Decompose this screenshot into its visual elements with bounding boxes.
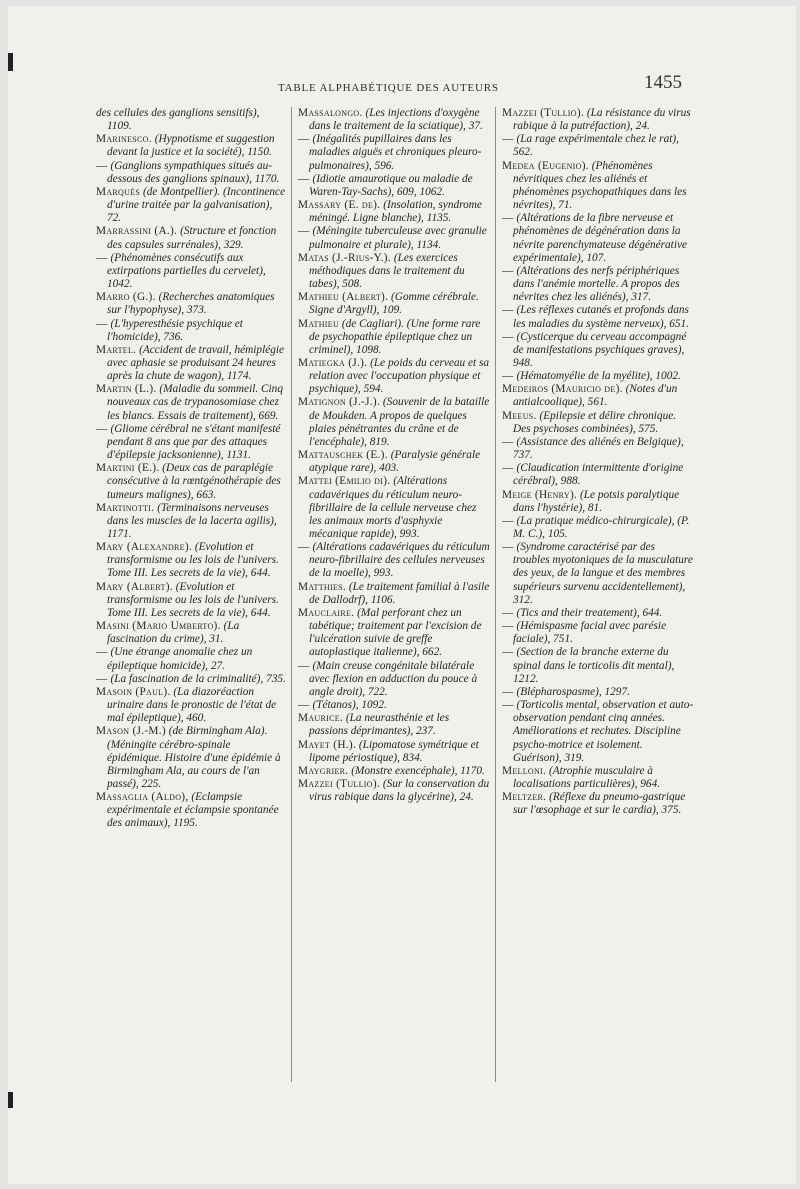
index-entry (96, 462, 286, 501)
entry-text: (La rage expérimentale chez le rat), 562. (513, 133, 679, 159)
entry-text: (Ganglions sympathiques situés au-dessous des ganglions spinaux), 1170. (107, 159, 280, 185)
entry-author: — (502, 620, 514, 633)
entry-author: — (502, 435, 514, 448)
entry-author: Martel. (96, 343, 137, 356)
entry-text: (Blépharospasme), 1297. (516, 685, 630, 698)
index-entry (96, 160, 286, 186)
margin-mark (8, 53, 13, 71)
entry-author: Mazzei (Tullio). (502, 107, 585, 119)
index-entry (502, 489, 694, 515)
index-entry (502, 515, 694, 541)
entry-text: (La pratique médico-chirurgicale), (P. M. C.), 105. (513, 514, 690, 540)
index-entry (298, 699, 490, 712)
index-entry (96, 225, 286, 251)
index-entry (298, 581, 490, 607)
index-entry (298, 765, 490, 778)
entry-author: Mattauschek (E.). (298, 449, 388, 462)
entry-author: Masoin (Paul). (96, 685, 171, 698)
index-entry (502, 765, 694, 791)
entry-text: (de Montpellier). (Incontinence d'urine traitée par la galvanisation), 72. (107, 185, 286, 225)
entry-text: (Altérations des nerfs périphériques dans l'anémie mortelle. A propos des névrites chez les aliénés), 317. (513, 264, 680, 304)
entry-author: — (502, 133, 514, 146)
index-entry (502, 699, 694, 765)
entry-text: (Deux cas de paraplégie consécutive à la rœntgénothérapie des tumeurs malignes), 663. (107, 462, 281, 501)
entry-author: — (298, 659, 310, 672)
entry-text: (La fascination du crime), 31. (107, 620, 240, 646)
index-entry (298, 396, 490, 449)
index-entry (96, 186, 286, 225)
entry-text: (Inégalités pupillaires dans les maladies aiguës et chroniques pleuro-pulmonaires), 596. (309, 133, 482, 172)
entry-author: — (502, 212, 514, 225)
entry-author: — (502, 330, 514, 343)
entry-author: — (96, 646, 108, 659)
entry-author: Matiegka (J.). (298, 356, 368, 369)
entry-author: — (96, 422, 108, 435)
entry-author: Massalongo. (298, 107, 363, 119)
index-entry (502, 133, 694, 159)
index-entry (298, 475, 490, 541)
entry-author: Massaglia (Aldo), (96, 791, 189, 804)
index-entry (96, 541, 286, 580)
entry-text: (Une étrange anomalie chez un épileptique homicide), 27. (107, 646, 253, 672)
margin-mark (8, 1092, 13, 1108)
entry-text: (Le potsis paralytique dans l'hystérie), 81. (513, 488, 680, 514)
index-entry (502, 107, 694, 133)
entry-author: — (502, 514, 514, 527)
index-entry (502, 383, 694, 409)
index-entry (96, 107, 286, 133)
entry-text: (La diazoréaction urinaire dans le pronostic de l'état de mal épileptique), 460. (107, 685, 277, 725)
entry-author: — (502, 264, 514, 277)
index-entry (502, 620, 694, 646)
entry-author: — (298, 172, 310, 185)
index-entry (502, 686, 694, 699)
entry-author: Mazzei (Tullio). (298, 777, 381, 790)
entry-text: (Le traitement familial à l'asile de Dallodrf), 1106. (309, 580, 490, 606)
entry-author: — (298, 541, 310, 554)
entry-text: (La résistance du virus rabique à la putréfaction), 24. (513, 107, 691, 133)
index-entry (96, 133, 286, 159)
entry-author: Marrassini (A.). (96, 225, 178, 238)
index-entry (298, 291, 490, 317)
index-entry (298, 449, 490, 475)
entry-author: Matthies. (298, 580, 347, 593)
entry-author: Masini (Mario Umberto). (96, 620, 221, 633)
entry-author: Matignon (J.-J.). (298, 396, 381, 409)
index-entry (96, 646, 286, 672)
entry-author: Maygrier. (298, 764, 349, 777)
index-entry (96, 291, 286, 317)
entry-text: (Tics and their treatement), 644. (516, 606, 663, 619)
entry-author: Medeiros (Mauricio de). (502, 383, 623, 396)
entry-text: (Notes d'un antialcoolique), 561. (513, 383, 678, 409)
entry-text: (Tétanos), 1092. (312, 699, 387, 712)
entry-text: (Hypnotisme et suggestion devant la justice et la société), 1150. (107, 133, 275, 159)
entry-author: Mauclaire. (298, 606, 355, 619)
entry-text: (Recherches anatomiques sur l'hypophyse), 373. (107, 291, 275, 317)
entry-text: (La neurasthénie et les passions déprimantes), 237. (309, 712, 450, 738)
index-entry (502, 304, 694, 330)
entry-author: Martinotti. (96, 501, 155, 514)
entry-author: — (298, 133, 310, 146)
index-entry (502, 791, 694, 817)
entry-author: — (502, 606, 514, 619)
index-entry (298, 541, 490, 580)
index-entry (502, 410, 694, 436)
entry-author: Mayet (H.). (298, 738, 357, 751)
index-entry (502, 462, 694, 488)
page (8, 6, 796, 1184)
entry-author: Mathieu (298, 317, 340, 330)
entry-text: (Lipomatose symétrique et lipome périostique), 834. (309, 738, 479, 764)
entry-text: (Méningite tuberculeuse avec granulie pulmonaire et plurale), 1134. (309, 225, 487, 251)
entry-text: (Epilepsie et délire chronique. Des psychoses combinées), 575. (513, 409, 677, 435)
column-rule (495, 107, 496, 1082)
index-entry (96, 318, 286, 344)
entry-text: (Phénomènes névritiques chez les aliénés et phénomènes psychopathiques dans les névrites), 71. (513, 159, 687, 212)
entry-author: Medea (Eugenio). (502, 159, 589, 172)
entry-author: Mason (J.-M.) (96, 725, 166, 738)
entry-author: Matas (J.-Rius-Y.). (298, 251, 391, 264)
index-entry (96, 383, 286, 422)
entry-text: (Altérations de la fibre nerveuse et phénomènes de dégénération dans la névrite parenchymateuse dégénérative expérimentale), 107. (513, 212, 687, 264)
entry-text: (Mal perforant chez un tabétique; traitement par l'excision de l'ulcération suivie de greffe autoplastique italienne), 662. (309, 606, 482, 659)
entry-author: Melloni. (502, 764, 547, 777)
index-entry (298, 739, 490, 765)
entry-author: Meige (Henry). (502, 488, 578, 501)
page-number: 1455 (644, 72, 682, 93)
entry-text: (Souvenir de la bataille de Moukden. A propos de quelques plaies pénétrantes du crâne et de l'encéphale), 819. (309, 396, 490, 448)
entry-author: — (96, 251, 108, 264)
index-entry (298, 660, 490, 699)
entry-text: (Maladie du sommeil. Cinq nouveaux cas de trypanosomiase chez les blancs. Essais de traitement), 669. (107, 383, 283, 422)
entry-author: — (96, 317, 108, 330)
entry-author: — (502, 541, 514, 554)
index-entry (502, 265, 694, 304)
entry-text: (L'hyperesthésie psychique et l'homicide), 736. (107, 317, 243, 343)
entry-text: (Gliome cérébral ne s'étant manifesté pendant 8 ans que par des attaques d'épilepsie jacksonienne), 1131. (107, 422, 281, 462)
entry-text: (Idiotie amaurotique ou maladie de Waren-Tay-Sachs), 609, 1062. (309, 172, 473, 198)
entry-text: (Structure et fonction des capsules surrénales), 329. (107, 225, 277, 251)
index-entry (96, 252, 286, 291)
column-rule (291, 107, 292, 1082)
entry-text: (Atrophie musculaire à localisations particulières), 964. (513, 764, 661, 790)
entry-text: (Main creuse congénitale bilatérale avec flexion en adduction du pouce à angle droit), 722. (309, 659, 478, 698)
index-entry (96, 791, 286, 830)
entry-author: Mattei (Emilio di). (298, 475, 391, 488)
entry-author: — (96, 672, 108, 685)
entry-author: — (502, 462, 514, 475)
index-entry (502, 436, 694, 462)
index-entry (298, 318, 490, 357)
entry-text: (La fascination de la criminalité), 735. (110, 672, 286, 685)
entry-author: — (502, 685, 514, 698)
entry-text: des cellules des ganglions sensitifs), 1109. (96, 107, 260, 133)
entry-author: — (502, 370, 514, 383)
entry-text: (Les exercices méthodiques dans le traitement du tabes), 508. (309, 251, 465, 291)
entry-text: (Cysticerque du cerveau accompagné de manifestations psychiques graves), 948. (513, 330, 687, 369)
entry-author: Martini (E.). (96, 462, 160, 475)
entry-author: Mathieu (Albert). (298, 291, 389, 304)
entry-text: (Phénomènes consécutifs aux extirpations partielles du cervelet), 1042. (107, 251, 266, 291)
entry-text: (Paralysie générale atypique rare), 403. (309, 449, 481, 475)
entry-author: Maurice. (298, 712, 344, 725)
entry-text: (Terminaisons nerveuses dans les muscles de la lacerta agilis), 1171. (107, 501, 277, 540)
index-entry (298, 357, 490, 396)
index-entry (298, 778, 490, 804)
index-entry (96, 620, 286, 646)
entry-text: (de Cagliari). (Une forme rare de psychopathie épileptique chez un criminel), 1098. (309, 317, 481, 356)
entry-text: (Gomme cérébrale. Signe d'Argyll), 109. (309, 291, 479, 317)
index-entry (502, 160, 694, 213)
entry-text: (Le poids du cerveau et sa relation avec l'occupation physique et psychique), 594. (309, 356, 490, 396)
entry-author: Marro (G.). (96, 291, 156, 304)
index-entry (96, 344, 286, 383)
index-entry (96, 581, 286, 620)
entry-text: (Les réflexes cutanés et profonds dans les maladies du système nerveux), 651. (513, 304, 689, 330)
entry-author: Mary (Albert). (96, 580, 173, 593)
entry-author: Marinesco. (96, 133, 152, 146)
index-entry (96, 725, 286, 791)
index-entry (502, 646, 694, 685)
entry-text: (Eclampsie expérimentale et éclampsie spontanée des animaux), 1195. (107, 791, 279, 830)
entry-text: (Claudication intermittente d'origine cérébral), 988. (513, 462, 684, 488)
index-entry (502, 607, 694, 620)
running-header: TABLE ALPHABÉTIQUE DES AUTEURS (278, 82, 499, 94)
entry-author: — (96, 159, 108, 172)
entry-text: (Section de la branche externe du spinal dans le torticolis dit mental), 1212. (513, 646, 675, 685)
entry-text: (Les injections d'oxygène dans le traitement de la sciatique), 37. (309, 107, 483, 133)
entry-text: (Torticolis mental, observation et auto-observation pendant cinq années. Améliorations et rechutes. Discipline psycho-motrice et isolement. Guérison), 319. (513, 699, 694, 764)
index-entry (298, 252, 490, 291)
index-entry (502, 370, 694, 383)
entry-author: — (298, 699, 310, 712)
entry-author: — (502, 646, 514, 659)
entry-text: (Syndrome caractérisé par des troubles myotoniques de la musculature des yeux, de la langue et des membres supérieurs survenu accidentellement), 312. (513, 541, 693, 606)
entry-text: (Réflexe du pneumo-gastrique sur l'œsophage et sur le cardia), 375. (513, 791, 686, 817)
entry-author: Massary (E. de). (298, 199, 381, 212)
entry-author: — (502, 699, 514, 712)
entry-author: Martin (L.). (96, 383, 157, 396)
entry-text: (Evolution et transformisme ou les lois de l'univers. Tome III. Les secrets de la vie), 644. (107, 580, 279, 619)
entry-text: (Insolation, syndrome méningé. Ligne blanche), 1135. (309, 199, 482, 225)
index-entry (298, 607, 490, 660)
entry-text: (Altérations cadavériques du réticulum neuro-fibrillaire de la cellule nerveuse chez les animaux morts d'asphyxie mécanique rapide), 993. (309, 475, 477, 540)
index-entry (298, 199, 490, 225)
index-column-2 (298, 107, 490, 804)
index-entry (96, 423, 286, 462)
index-entry (298, 107, 490, 133)
entry-text: (Assistance des aliénés en Belgique), 737. (513, 435, 684, 462)
entry-text: (Altérations cadavériques du réticulum neuro-fibrillaire des cellules nerveuses de la moelle), 993. (309, 541, 490, 580)
index-column-1 (96, 107, 286, 831)
entry-author: Meeus. (502, 409, 537, 422)
index-entry (298, 133, 490, 172)
entry-text: (de Birmingham Ala). (Méningite cérébro-spinale épidémique. Histoire d'une épidémie à Birmingham Ala, au cours de l'an passé), 225. (107, 725, 281, 790)
entry-author: Marquès (96, 185, 141, 198)
index-entry (96, 673, 286, 686)
entry-text: (Sur la conservation du virus rabique dans la glycérine), 24. (309, 777, 490, 804)
entry-author: Meltzer. (502, 791, 547, 804)
index-entry (502, 541, 694, 607)
entry-text: (Hémispasme facial avec parésie faciale), 751. (513, 620, 667, 646)
index-entry (502, 212, 694, 265)
entry-author: — (502, 304, 514, 317)
entry-author: Mary (Alexandre). (96, 541, 193, 554)
entry-text: (Evolution et transformisme ou les lois de l'univers. Tome III. Les secrets de la vie), 644. (107, 541, 279, 580)
index-entry (96, 686, 286, 725)
index-entry (298, 712, 490, 738)
index-entry (298, 173, 490, 199)
index-entry (502, 331, 694, 370)
entry-author: — (298, 225, 310, 238)
index-entry (298, 225, 490, 251)
entry-text: (Monstre exencéphale), 1170. (351, 764, 485, 777)
index-entry (96, 502, 286, 541)
index-column-3 (502, 107, 694, 817)
entry-text: (Hématomyélie de la myélite), 1002. (516, 370, 681, 383)
entry-text: (Accident de travail, hémiplégie avec aphasie se produisant 24 heures après la chute de wagon), 1174. (107, 343, 285, 383)
